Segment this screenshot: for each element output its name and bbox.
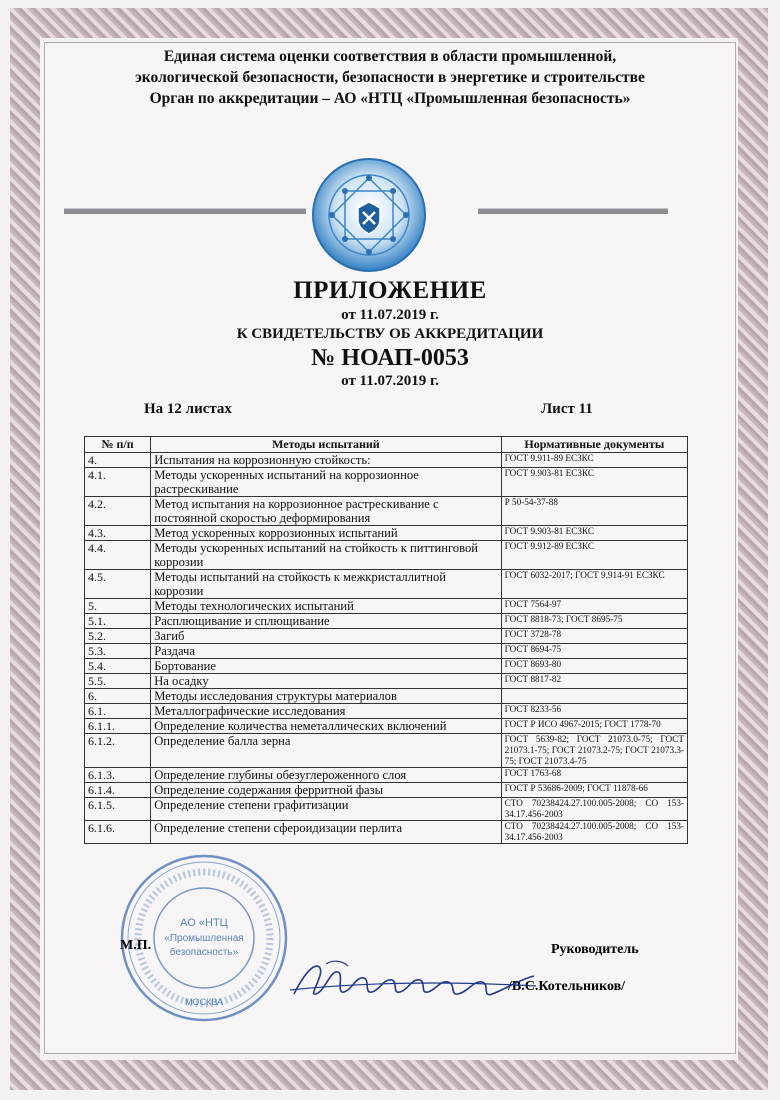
header-line-1: Единая система оценки соответствия в области промышленной,	[163, 48, 617, 65]
row-method: Методы ускоренных испытаний на стойкость к питтинговой коррозии	[151, 541, 501, 570]
accreditation-emblem-icon	[310, 156, 428, 274]
row-num: 6.	[85, 689, 151, 704]
certificate-date: от 11.07.2019 г.	[341, 373, 439, 389]
row-method: Методы технологических испытаний	[151, 599, 501, 614]
row-method: Метод ускоренных коррозионных испытаний	[151, 526, 501, 541]
row-docs: Р 50-54-37-88	[501, 497, 687, 526]
row-method: Раздача	[151, 644, 501, 659]
appendix-date: от 11.07.2019 г.	[341, 307, 439, 323]
row-num: 4.1.	[85, 468, 151, 497]
header-line-3: Орган по аккредитации – АО «НТЦ «Промышленная безопасность»	[149, 90, 631, 107]
row-docs	[501, 689, 687, 704]
table-row	[85, 783, 688, 798]
stamp-line-3: безопасность»	[169, 947, 239, 958]
row-num: 5.4.	[85, 659, 151, 674]
row-num: 5.1.	[85, 614, 151, 629]
row-num: 6.1.3.	[85, 768, 151, 783]
row-method: Металлографические исследования	[151, 704, 501, 719]
row-num: 4.5.	[85, 570, 151, 599]
stamp-line-2: «Промышленная	[164, 933, 244, 944]
table-row	[85, 497, 688, 526]
head-title: Руководитель	[551, 942, 639, 957]
head-name: /В.С.Котельников/	[508, 979, 626, 994]
table-row	[85, 689, 688, 704]
row-method: Методы испытаний на стойкость к межкристаллитной коррозии	[151, 570, 501, 599]
table-row	[85, 704, 688, 719]
document-title-block	[0, 276, 780, 391]
certificate-caption: К СВИДЕТЕЛЬСТВУ ОБ АККРЕДИТАЦИИ	[236, 326, 544, 342]
row-num: 4.4.	[85, 541, 151, 570]
row-num: 4.3.	[85, 526, 151, 541]
row-docs: ГОСТ 6032-2017; ГОСТ 9.914-91 ЕСЗКС	[501, 570, 687, 599]
stamp-line-1: АО «НТЦ	[180, 917, 228, 929]
row-docs: ГОСТ 7564-97	[501, 599, 687, 614]
row-method: На осадку	[151, 674, 501, 689]
col-header-num: № п/п	[85, 437, 151, 453]
row-docs: ГОСТ 3728-78	[501, 629, 687, 644]
row-method: Испытания на коррозионную стойкость:	[151, 453, 501, 468]
row-docs: ГОСТ 8693-80	[501, 659, 687, 674]
header-line-2: экологической безопасности, безопасности в энергетике и строительстве	[135, 69, 645, 86]
row-method: Загиб	[151, 629, 501, 644]
row-docs: ГОСТ 9.912-89 ЕСЗКС	[501, 541, 687, 570]
table-header-row	[85, 437, 688, 453]
table-row	[85, 629, 688, 644]
table-row	[85, 614, 688, 629]
row-num: 5.2.	[85, 629, 151, 644]
certificate-number: № НОАП-0053	[311, 345, 469, 371]
row-docs: СТО 70238424.27.100.005-2008; СО 153-34.17.456-2003	[501, 821, 687, 844]
table-row	[85, 674, 688, 689]
row-method: Определение содержания ферритной фазы	[151, 783, 501, 798]
row-num: 6.1.2.	[85, 734, 151, 768]
table-row	[85, 599, 688, 614]
row-num: 5.5.	[85, 674, 151, 689]
row-docs: СТО 70238424.27.100.005-2008; СО 153-34.17.456-2003	[501, 798, 687, 821]
table-row	[85, 570, 688, 599]
row-num: 6.1.4.	[85, 783, 151, 798]
row-docs: ГОСТ 8818-73; ГОСТ 8695-75	[501, 614, 687, 629]
col-header-docs: Нормативные документы	[501, 437, 687, 453]
stamp-city: МОСКВА	[185, 997, 223, 1007]
table-row	[85, 644, 688, 659]
table-row	[85, 453, 688, 468]
row-docs: ГОСТ 8817-82	[501, 674, 687, 689]
table-row	[85, 468, 688, 497]
table-row	[85, 719, 688, 734]
right-divider	[478, 208, 668, 214]
seal-place-label: М.П.	[120, 938, 152, 953]
appendix-title: ПРИЛОЖЕНИЕ	[293, 277, 487, 304]
row-method: Метод испытания на коррозионное растрескивание с постоянной скоростью деформирования	[151, 497, 501, 526]
row-num: 5.3.	[85, 644, 151, 659]
row-method: Определение балла зерна	[151, 734, 501, 768]
col-header-method: Методы испытаний	[151, 437, 501, 453]
row-num: 4.	[85, 453, 151, 468]
row-docs: ГОСТ Р 53686-2009; ГОСТ 11878-66	[501, 783, 687, 798]
row-num: 4.2.	[85, 497, 151, 526]
table-row	[85, 526, 688, 541]
methods-table	[84, 436, 688, 844]
table-row	[85, 798, 688, 821]
row-docs: ГОСТ 9.903-81 ЕСЗКС	[501, 468, 687, 497]
row-method: Определение степени сфероидизации перлита	[151, 821, 501, 844]
row-method: Определение глубины обезуглероженного слоя	[151, 768, 501, 783]
row-docs: ГОСТ 1763-68	[501, 768, 687, 783]
row-method: Определение степени графитизации	[151, 798, 501, 821]
row-docs: ГОСТ Р ИСО 4967-2015; ГОСТ 1778-70	[501, 719, 687, 734]
row-method: Определение количества неметаллических включений	[151, 719, 501, 734]
row-docs: ГОСТ 9.903-81 ЕСЗКС	[501, 526, 687, 541]
row-docs: ГОСТ 8694-75	[501, 644, 687, 659]
row-num: 6.1.1.	[85, 719, 151, 734]
table-row	[85, 768, 688, 783]
handwritten-signature-icon	[286, 950, 546, 1010]
row-method: Методы ускоренных испытаний на коррозионное растрескивание	[151, 468, 501, 497]
table-row	[85, 821, 688, 844]
table-row	[85, 734, 688, 768]
table-row	[85, 541, 688, 570]
row-num: 5.	[85, 599, 151, 614]
issuer-header	[0, 46, 780, 109]
row-method: Методы исследования структуры материалов	[151, 689, 501, 704]
row-num: 6.1.6.	[85, 821, 151, 844]
table-row	[85, 659, 688, 674]
row-docs: ГОСТ 9.911-89 ЕСЗКС	[501, 453, 687, 468]
row-docs: ГОСТ 8233-56	[501, 704, 687, 719]
row-docs: ГОСТ 5639-82; ГОСТ 21073.0-75; ГОСТ 21073.1-75; ГОСТ 21073.2-75; ГОСТ 21073.3-75; ГОСТ 21073.4-75	[501, 734, 687, 768]
current-sheet: Лист 11	[541, 401, 593, 417]
row-num: 6.1.5.	[85, 798, 151, 821]
total-sheets: На 12 листах	[144, 401, 232, 417]
row-method: Бортование	[151, 659, 501, 674]
left-divider	[64, 208, 306, 214]
row-method: Расплющивание и сплющивание	[151, 614, 501, 629]
row-num: 6.1.	[85, 704, 151, 719]
